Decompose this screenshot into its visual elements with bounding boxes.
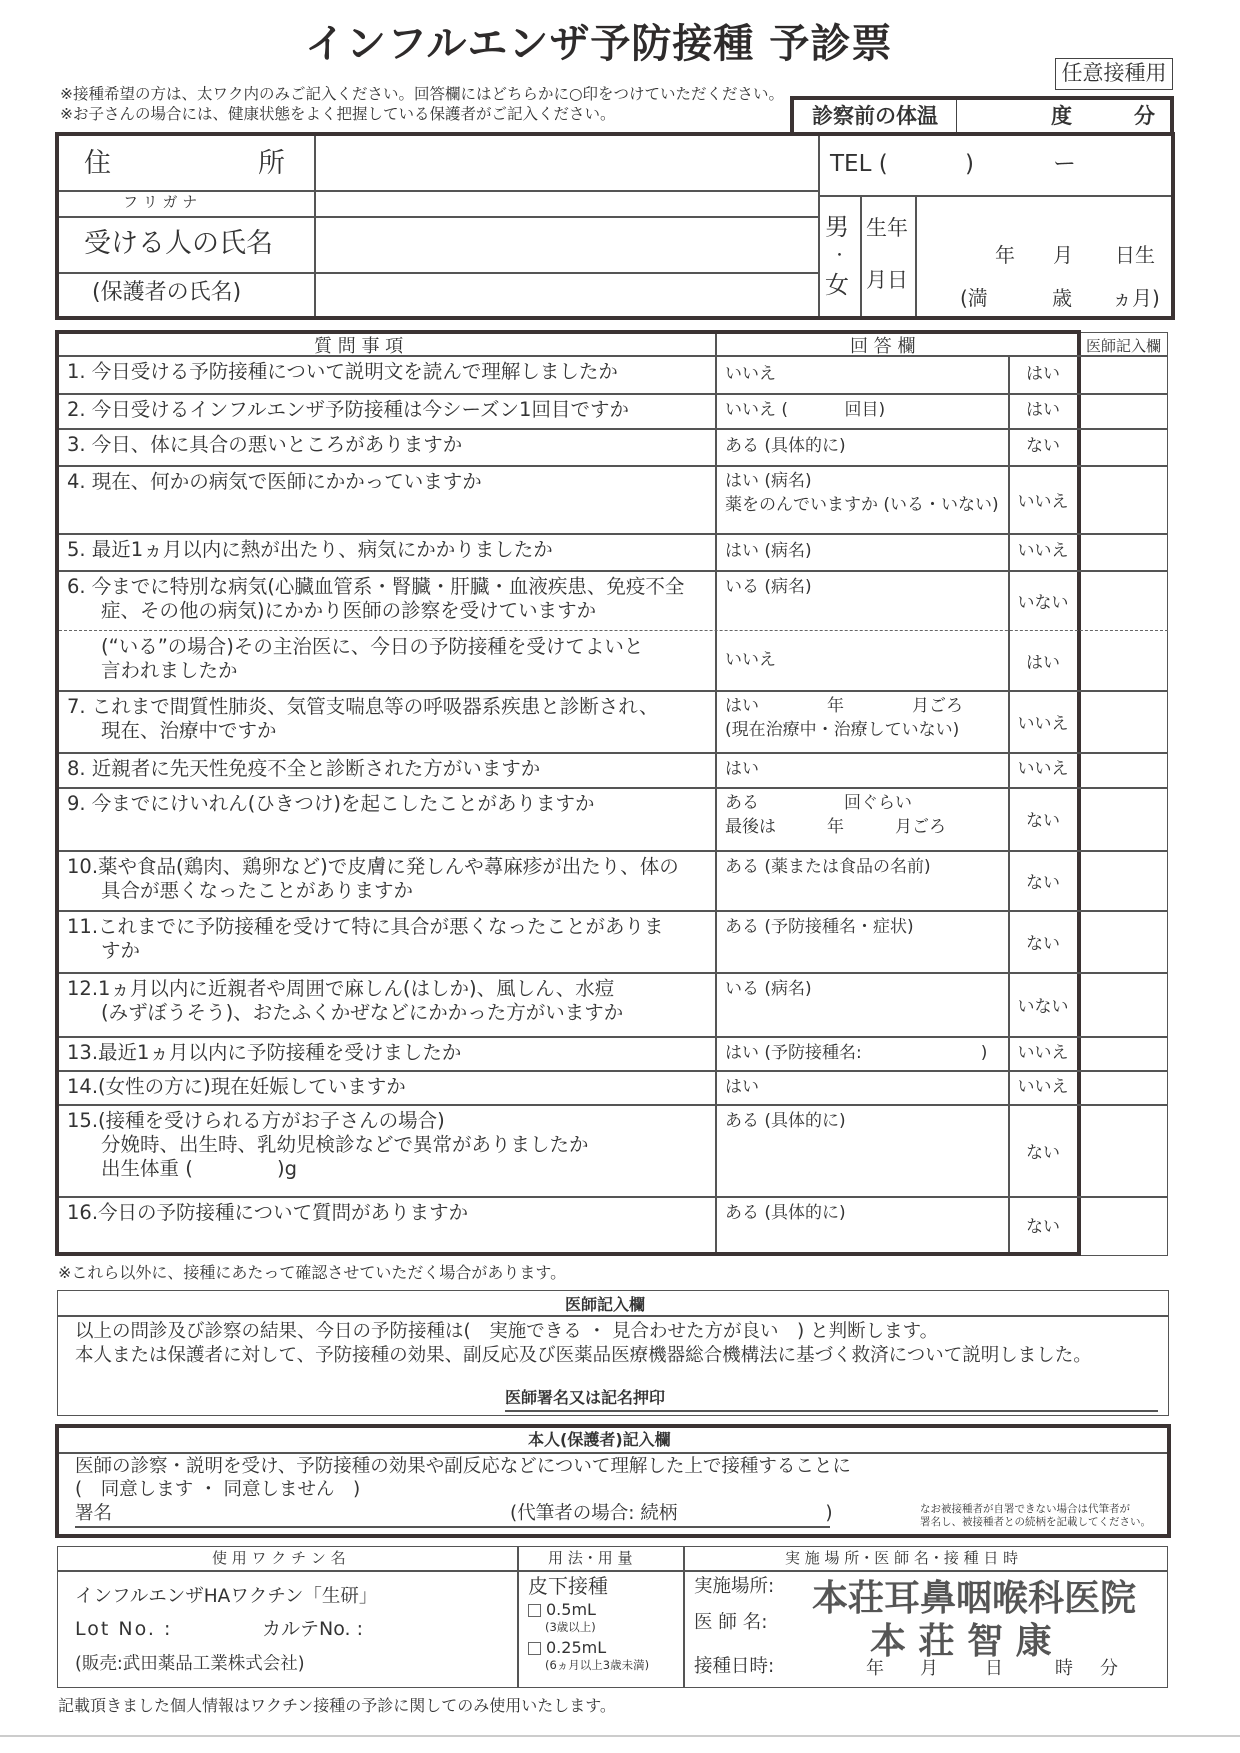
answer-option-b[interactable]: はい [1026, 652, 1060, 673]
guardian-name-input[interactable] [316, 274, 816, 316]
tel-close-paren: ) [965, 151, 974, 177]
question-text: 13.最近1ヵ月以内に予防接種を受けましたか [67, 1041, 462, 1064]
question-row [59, 428, 1168, 465]
question-text: 出生体重 ( )g [101, 1157, 297, 1180]
answer-option-a[interactable]: いいえ [725, 649, 776, 670]
doctor-section-title: 医師記入欄 [565, 1295, 646, 1314]
question-text: 11.これまでに予防接種を受けて特に具合が悪くなったことがありま [67, 915, 664, 938]
question-text: 9. 今までにけいれん(ひきつけ)を起こしたことがありますか [67, 792, 595, 815]
place-doctor-date-header: 実 施 場 所・医 師 名・接 種 日 時 [785, 1549, 1019, 1567]
date-hour-unit: 時 [1055, 1658, 1073, 1679]
sex-male[interactable]: 男 [825, 213, 849, 241]
doctor-explanation-text: 本人または保護者に対して、予防接種の効果、副反応及び医薬品医療機器総合機構法に基づく救済について説明しました。 [75, 1345, 1092, 1366]
doctor-note-cell[interactable] [1082, 428, 1168, 465]
doctor-note-cell[interactable] [1082, 533, 1168, 570]
answer-option-b[interactable]: いいえ [1017, 491, 1069, 512]
address-label-1: 住 [84, 148, 111, 179]
answer-option-a[interactable]: はい [725, 759, 759, 779]
proxy-note-1: なお被接種者が自署できない場合は代筆者が [920, 1503, 1130, 1515]
question-text: 7. これまで間質性肺炎、気管支喘息等の呼吸器系疾患と診断され、 [67, 695, 659, 718]
dob-day-unit: 日生 [1115, 243, 1155, 267]
question-text: 言われましたか [101, 659, 238, 682]
question-row [59, 533, 1168, 570]
doctor-note-cell[interactable] [1082, 393, 1168, 428]
question-row [59, 910, 1168, 972]
question-row [59, 570, 1168, 630]
answer-option-b[interactable]: ない [1026, 1216, 1060, 1237]
dose-option-1[interactable] [528, 1602, 596, 1618]
recipient-name-label: 受ける人の氏名 [84, 228, 273, 259]
sex-female[interactable]: 女 [825, 271, 849, 299]
doctor-note-cell[interactable] [1082, 355, 1168, 393]
address-input[interactable] [316, 136, 816, 190]
instruction-note-2: ※お子さんの場合には、健康状態をよく把握している保護者がご記入ください。 [60, 105, 616, 123]
proxy-relationship-field[interactable]: (代筆者の場合: 続柄 ) [510, 1503, 833, 1524]
question-text: 5. 最近1ヵ月以内に熱が出たり、病気にかかりましたか [67, 538, 553, 561]
date-day-unit: 日 [985, 1658, 1003, 1679]
dob-year-unit: 年 [995, 243, 1015, 267]
column-header-answer: 回 答 欄 [850, 336, 916, 357]
question-text: 10.薬や食品(鶏肉、鶏卵など)で皮膚に発しんや蕁麻疹が出たり、体の [67, 855, 679, 878]
place-label: 実施場所: [694, 1576, 775, 1597]
answer-option-a[interactable]: ある (薬または食品の名前) [725, 857, 931, 877]
question-text: 14.(女性の方に)現在妊娠していますか [67, 1075, 406, 1098]
answer-option-a[interactable]: いいえ [725, 363, 776, 384]
dob-label-1: 生年 [866, 216, 908, 240]
dose-2-label: 0.25mL [546, 1638, 607, 1657]
vaccine-name: インフルエンザHAワクチン「生研」 [75, 1586, 378, 1607]
patient-signature-label: 署名 [75, 1503, 113, 1524]
tel-input[interactable] [890, 140, 1170, 192]
doctor-note-cell[interactable] [1082, 1196, 1168, 1252]
doctor-note-cell[interactable] [1082, 910, 1168, 972]
answer-option-a[interactable]: いいえ ( 回目) [725, 400, 886, 420]
dob-label-2: 月日 [866, 268, 908, 292]
answer-option-b[interactable]: いいえ [1017, 1042, 1069, 1063]
question-row [59, 752, 1168, 787]
answer-option-b[interactable]: いいえ [1017, 713, 1069, 734]
furigana-label: フ リ ガ ナ [123, 193, 198, 211]
dose-1-note: (3歳以上) [545, 1620, 596, 1634]
question-text: 2. 今日受けるインフルエンザ予防接種は今シーズン1回目ですか [67, 398, 629, 421]
question-row [59, 1036, 1168, 1070]
question-text: 6. 今までに特別な病気(心臓血管系・腎臓・肝臓・血液疾患、免疫不全 [67, 575, 685, 598]
answer-option-b[interactable]: いいえ [1017, 541, 1069, 561]
question-text: 症、その他の病気)にかかり医師の診察を受けていますか [101, 599, 597, 622]
doctor-name-stamp: 本 荘 智 康 [870, 1620, 1052, 1662]
temperature-box [790, 96, 1174, 136]
temperature-degree-unit: 度 [1051, 104, 1072, 128]
answer-option-b[interactable]: いいえ [1017, 1076, 1069, 1097]
question-row [59, 690, 1168, 752]
doctor-note-cell[interactable] [1082, 752, 1168, 787]
doctor-signature-label: 医師署名又は記名押印 [505, 1388, 666, 1407]
answer-option-b[interactable]: いいえ [1017, 759, 1069, 779]
answer-option-a[interactable]: はい (病名) [725, 541, 812, 561]
question-text: 4. 現在、何かの病気で医師にかかっていますか [67, 470, 482, 493]
recipient-name-input[interactable] [316, 218, 816, 272]
answer-option-a[interactable]: ある 回ぐらい [725, 793, 912, 813]
patient-consent-text: 医師の診察・説明を受け、予防接種の効果や副反応などについて理解した上で接種することに [75, 1456, 851, 1477]
dose-option-2[interactable] [528, 1640, 606, 1656]
address-label-2: 所 [258, 148, 285, 179]
answer-option-b[interactable]: はい [1026, 363, 1060, 384]
answer-option-a[interactable]: 薬をのんでいますか (いる・いない) [725, 495, 999, 515]
consent-options[interactable]: ( 同意します ・ 同意しません ) [75, 1479, 361, 1500]
question-text: すか [101, 939, 141, 962]
doctor-note-cell[interactable] [1082, 850, 1168, 910]
tel-dash: ー [1053, 151, 1076, 177]
answer-option-b[interactable]: ない [1026, 872, 1060, 893]
column-header-question: 質 問 事 項 [314, 336, 404, 357]
answer-option-a[interactable]: 最後は 年 月ごろ [725, 817, 946, 837]
temperature-input[interactable] [957, 100, 1170, 132]
dosage-header: 用 法・用 量 [548, 1549, 633, 1567]
answer-option-b[interactable]: はい [1026, 400, 1060, 420]
doctor-note-cell[interactable] [1082, 630, 1168, 690]
answer-option-b[interactable]: いない [1017, 996, 1069, 1017]
answer-option-b[interactable]: いない [1017, 592, 1069, 613]
temperature-minute-unit: 分 [1134, 104, 1155, 128]
questionnaire-footnote: ※これら以外に、接種にあたって確認させていただく場合があります。 [58, 1263, 567, 1282]
dob-month-unit: 月 [1053, 243, 1073, 267]
answer-option-a[interactable]: (現在治療中・治療していない) [725, 720, 960, 740]
answer-option-a[interactable]: はい (病名) [725, 471, 812, 491]
dose-1-checkbox[interactable] [528, 1604, 541, 1617]
question-text: 16.今日の予防接種について質問がありますか [67, 1201, 469, 1224]
doctor-note-cell[interactable] [1082, 570, 1168, 630]
doctor-judgement-text[interactable]: 以上の問診及び診察の結果、今日の予防接種は( 実施できる ・ 見合わせた方が良い ) と判断します。 [75, 1321, 939, 1342]
voluntary-badge: 任意接種用 [1055, 58, 1173, 90]
question-row [59, 393, 1168, 428]
question-row [59, 972, 1168, 1036]
question-row [59, 465, 1168, 533]
dob-input[interactable] [918, 198, 1168, 314]
question-text: 分娩時、出生時、乳幼児検診などで異常がありましたか [101, 1133, 589, 1156]
vaccine-seller: (販売:武田薬品工業株式会社) [75, 1654, 305, 1674]
question-text: 15.(接種を受けられる方がお子さんの場合) [67, 1109, 445, 1132]
answer-option-b[interactable]: ない [1026, 1142, 1060, 1163]
answer-option-a[interactable]: いる (病名) [725, 577, 812, 597]
tel-label: TEL ( [830, 151, 888, 177]
sex-separator: ・ [832, 246, 848, 264]
privacy-footer: 記載頂きました個人情報はワクチン接種の予診に関してのみ使用いたします。 [58, 1696, 616, 1715]
dose-2-note: (6ヵ月以上3歳未満) [545, 1658, 650, 1672]
proxy-note-2: 署名し、被接種者との続柄を記載してください。 [920, 1516, 1151, 1528]
date-year-unit: 年 [866, 1658, 884, 1679]
question-row [59, 1104, 1168, 1196]
vaccine-name-header: 使 用 ワ ク チ ン 名 [212, 1549, 346, 1567]
age-years-unit: 歳 [1052, 286, 1072, 310]
question-text: (みずぼうそう)、おたふくかぜなどにかかった方がいますか [101, 1001, 624, 1024]
question-row [59, 787, 1168, 850]
doctor-note-cell[interactable] [1082, 1104, 1168, 1196]
question-text: 現在、治療中ですか [101, 719, 277, 742]
answer-option-b[interactable]: ない [1026, 811, 1060, 831]
question-text: 12.1ヵ月以内に近親者や周囲で麻しん(はしか)、風しん、水痘 [67, 977, 615, 1000]
answer-option-a[interactable]: はい (予防接種名: ) [725, 1042, 988, 1063]
lot-number-label: Lot No. : [75, 1618, 173, 1640]
question-text: 1. 今日受ける予防接種について説明文を読んで理解しましたか [67, 360, 618, 383]
patient-signature-input[interactable] [120, 1500, 500, 1526]
doctor-note-cell[interactable] [1082, 1036, 1168, 1070]
page-title: インフルエンザ予防接種 予診票 [305, 21, 893, 67]
dose-1-label: 0.5mL [546, 1600, 596, 1619]
answer-option-a[interactable]: はい [725, 1076, 759, 1097]
karte-number-label: カルテNo. : [262, 1618, 363, 1640]
doctor-note-cell[interactable] [1082, 787, 1168, 850]
patient-section-title: 本人(保護者)記入欄 [528, 1430, 671, 1449]
date-label: 接種日時: [694, 1656, 775, 1677]
age-months-unit: ヵ月) [1112, 286, 1160, 310]
dose-2-checkbox[interactable] [528, 1642, 541, 1655]
doctor-note-cell[interactable] [1082, 690, 1168, 752]
question-row [59, 355, 1168, 393]
column-header-doctor: 医師記入欄 [1086, 337, 1162, 355]
furigana-input[interactable] [316, 192, 816, 216]
doctor-note-cell[interactable] [1082, 1070, 1168, 1104]
temperature-label: 診察前の体温 [794, 100, 957, 132]
answer-option-a[interactable]: ある (予防接種名・症状) [725, 917, 914, 937]
question-text: 8. 近親者に先天性免疫不全と診断された方がいますか [67, 757, 541, 780]
answer-option-a[interactable]: いる (病名) [725, 979, 812, 999]
doctor-note-cell[interactable] [1082, 972, 1168, 1036]
date-minute-unit: 分 [1100, 1658, 1118, 1679]
question-row [59, 630, 1168, 690]
guardian-name-label: (保護者の氏名) [92, 280, 242, 305]
date-month-unit: 月 [920, 1658, 938, 1679]
question-text: 3. 今日、体に具合の悪いところがありますか [67, 433, 463, 456]
answer-option-b[interactable]: ない [1026, 436, 1060, 456]
administration-method: 皮下接種 [528, 1574, 608, 1598]
question-row [59, 850, 1168, 910]
answer-option-a[interactable]: はい 年 月ごろ [725, 696, 963, 716]
doctor-note-cell[interactable] [1082, 465, 1168, 533]
doctor-name-label: 医 師 名: [694, 1612, 768, 1633]
answer-option-a[interactable]: ある (具体的に) [725, 1111, 846, 1131]
answer-option-b[interactable]: ない [1026, 933, 1060, 954]
answer-option-a[interactable]: ある (具体的に) [725, 436, 846, 456]
question-text: (“いる”の場合)その主治医に、今日の予防接種を受けてよいと [101, 635, 644, 658]
instruction-note-1: ※接種希望の方は、太ワク内のみご記入ください。回答欄にはどちらかに○印をつけていただください。 [60, 85, 785, 103]
clinic-name-stamp: 本荘耳鼻咽喉科医院 [812, 1577, 1137, 1619]
age-open: (満 [960, 286, 988, 310]
answer-option-a[interactable]: ある (具体的に) [725, 1203, 846, 1223]
question-row [59, 1070, 1168, 1104]
question-text: 具合が悪くなったことがありますか [101, 879, 414, 902]
question-row [59, 1196, 1168, 1252]
